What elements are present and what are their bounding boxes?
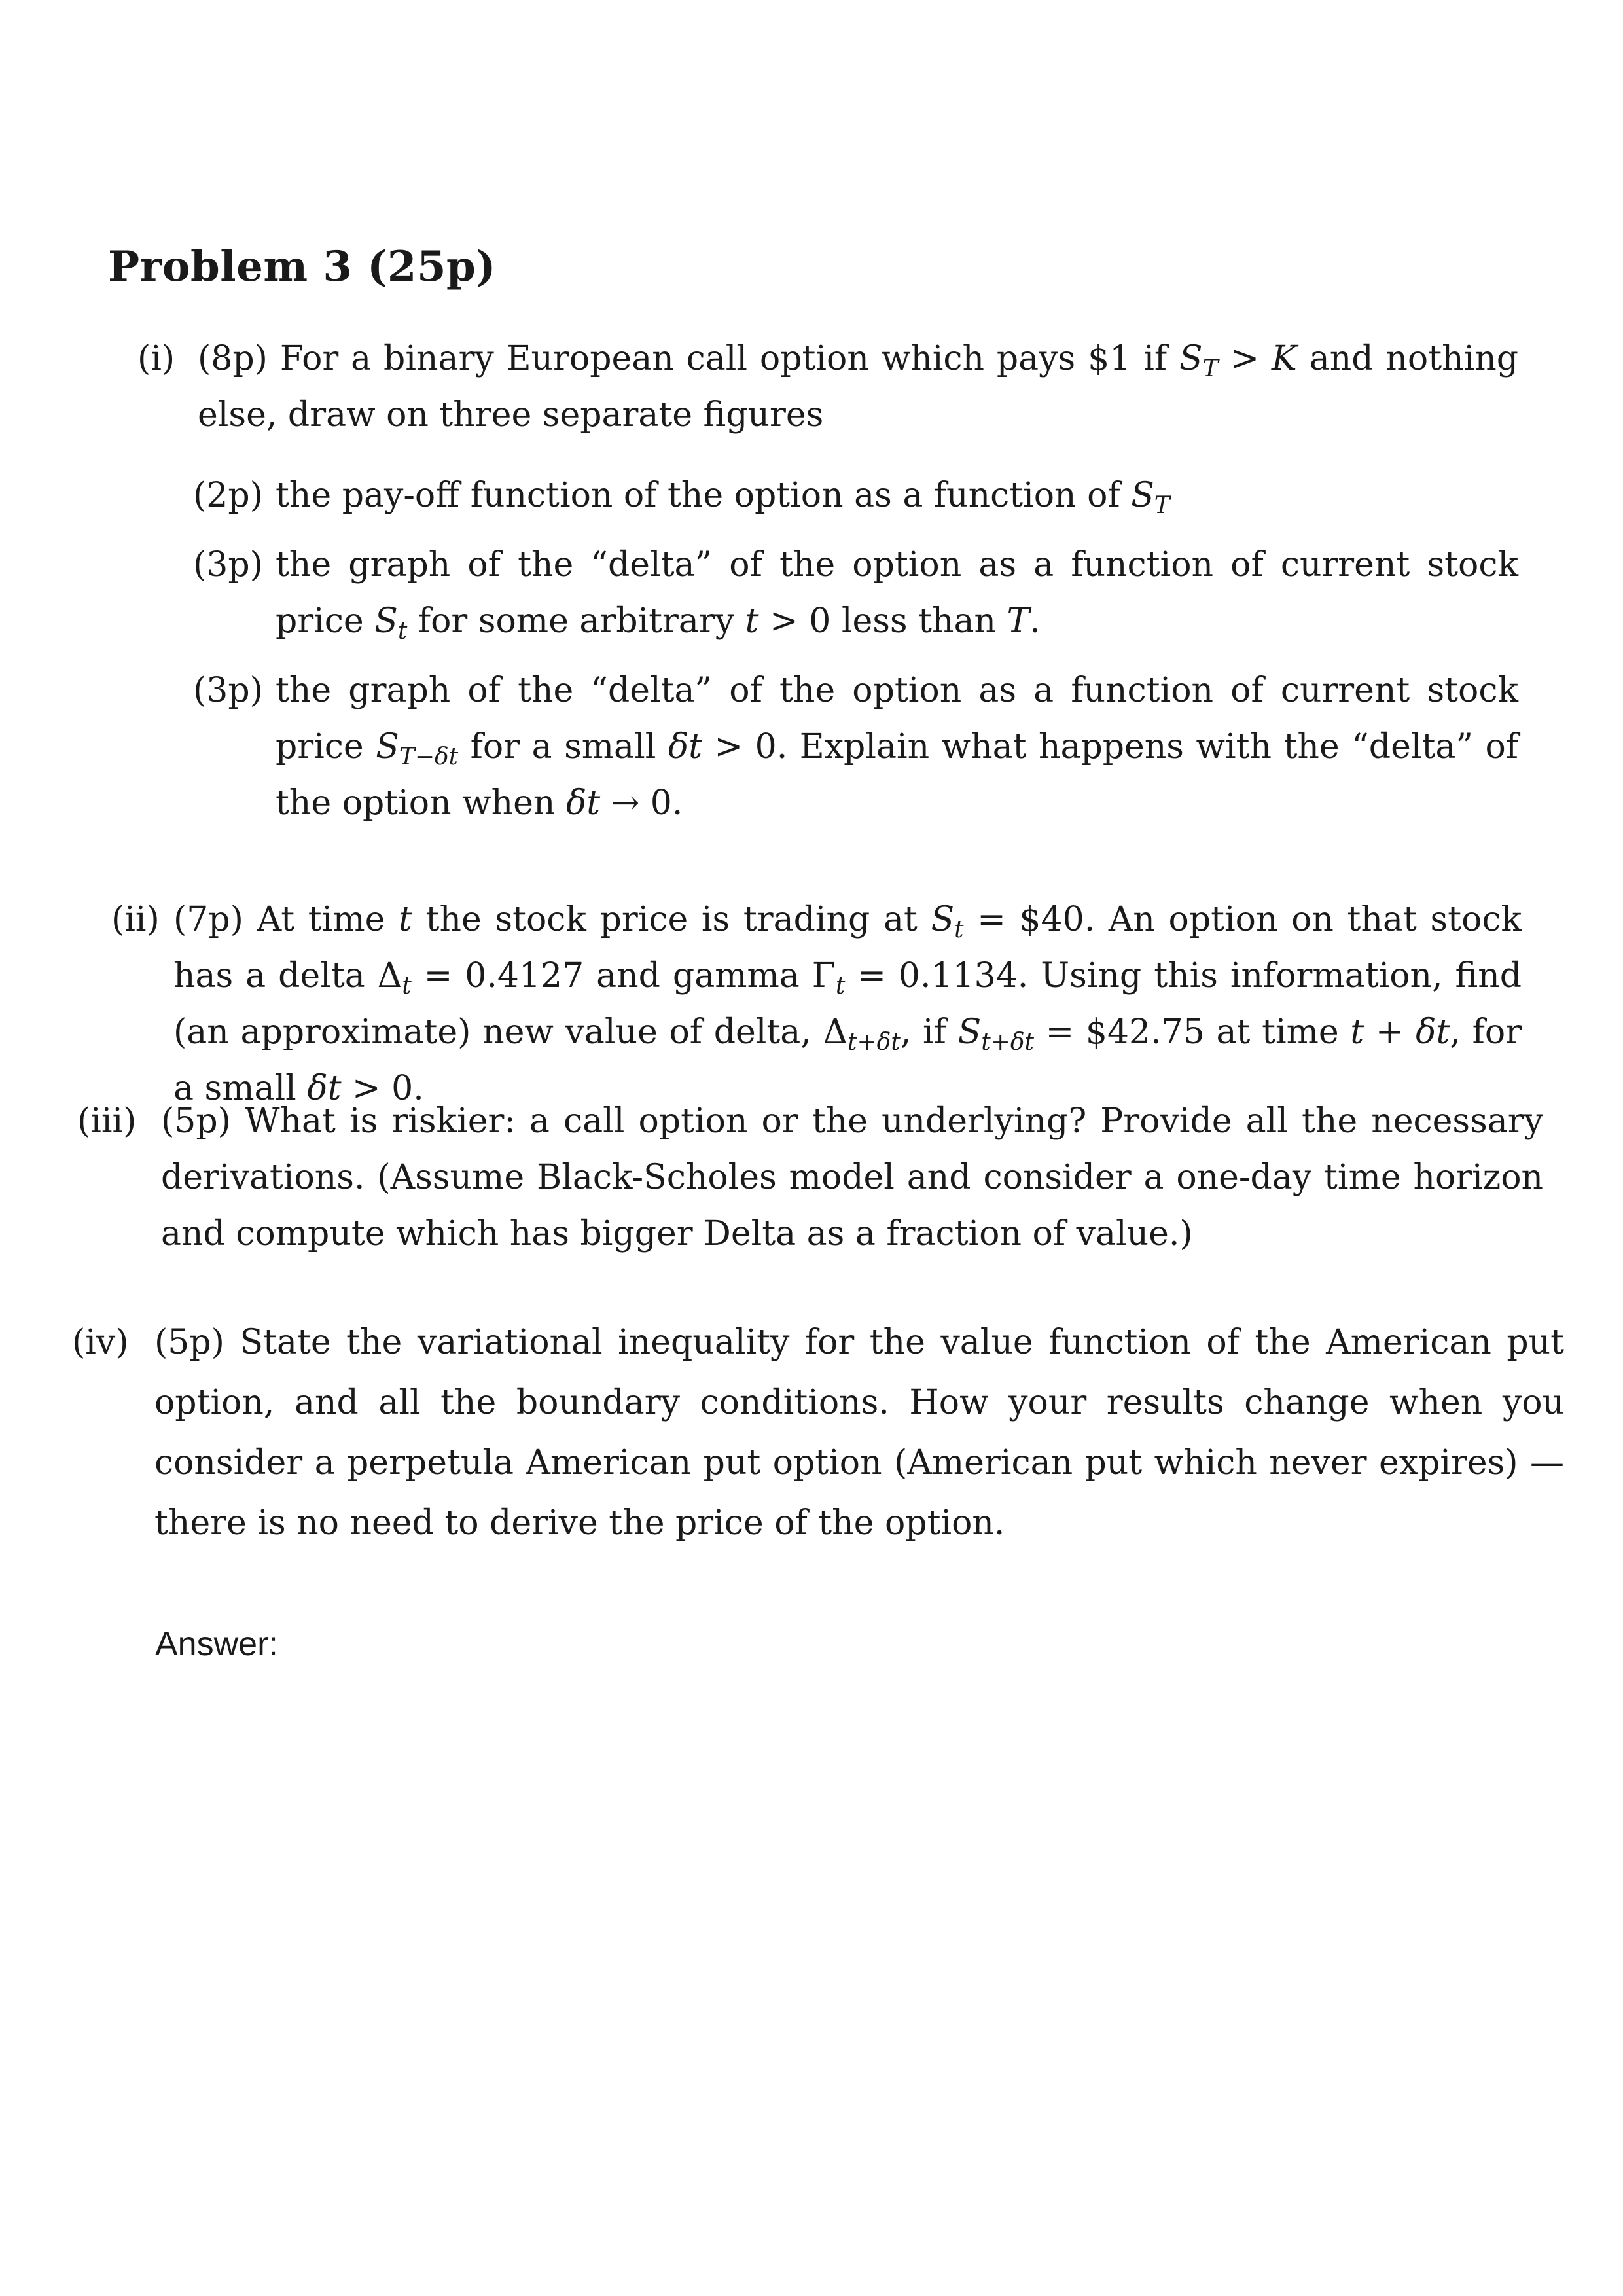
- part-text: State the variational inequality for the value function of the American put option, and all the boundary conditions. How your results change when you consider a perpetula American put option (American put which never expires) — there is no need to derive the price of the option.: [154, 1323, 1565, 1543]
- subpart-i-1: [193, 467, 1518, 524]
- part-points: (8p): [198, 339, 268, 378]
- problem-part-ii: [111, 891, 1522, 1117]
- part-text: At time t the stock price is trading at $S_t$ = $40. An option on that stock has a delta $\Delta_t = 0.4127$ and gamma $\Gamma_t = 0.1134$. Using this information, find (an approximate) new value of delta, $\Delta_{t+\delta t}$, if $S_{t+\delta t}$ = $42.75 at time t + δt, for a small δt > 0.: [173, 900, 1522, 1108]
- problem-part-i: [137, 331, 1518, 443]
- subpart-text: the pay-off function of the option as a function of $S_T$: [276, 476, 1170, 519]
- part-label: (i): [137, 339, 175, 378]
- part-points: (5p): [154, 1323, 224, 1362]
- problem-part-iv: [72, 1312, 1564, 1553]
- subpart-text: the graph of the “delta” of the option as a function of current stock price $S_{T-\delta t}$ for a small δt > 0. Explain what happens with the “delta” of the option when δt → 0.: [276, 671, 1519, 823]
- subpart-i-3: [193, 662, 1518, 831]
- part-text: For a binary European call option which pays $1 if $S_T > K$ and nothing else, draw on three separate figures: [198, 339, 1519, 435]
- problem-part-iii: [77, 1093, 1543, 1262]
- subpart-text: the graph of the “delta” of the option as a function of current stock price $S_t$ for some arbitrary t > 0 less than T.: [276, 545, 1518, 645]
- part-points: (5p): [161, 1102, 231, 1141]
- subpart-label: (3p): [193, 671, 263, 710]
- part-label: (ii): [111, 900, 160, 939]
- subpart-i-2: [193, 537, 1518, 649]
- subpart-label: (2p): [193, 476, 263, 515]
- page-title: Problem 3 (25p): [108, 242, 496, 291]
- part-text: What is riskier: a call option or the underlying? Provide all the necessary derivations. (Assume Black-Scholes model and consider a one-day time horizon and compute which has bigger Delta as a fraction of value.): [161, 1102, 1543, 1253]
- part-points: (7p): [173, 900, 243, 939]
- part-label: (iii): [77, 1102, 137, 1141]
- subpart-label: (3p): [193, 545, 263, 584]
- answer-label: Answer:: [155, 1625, 278, 1663]
- part-label: (iv): [72, 1323, 129, 1362]
